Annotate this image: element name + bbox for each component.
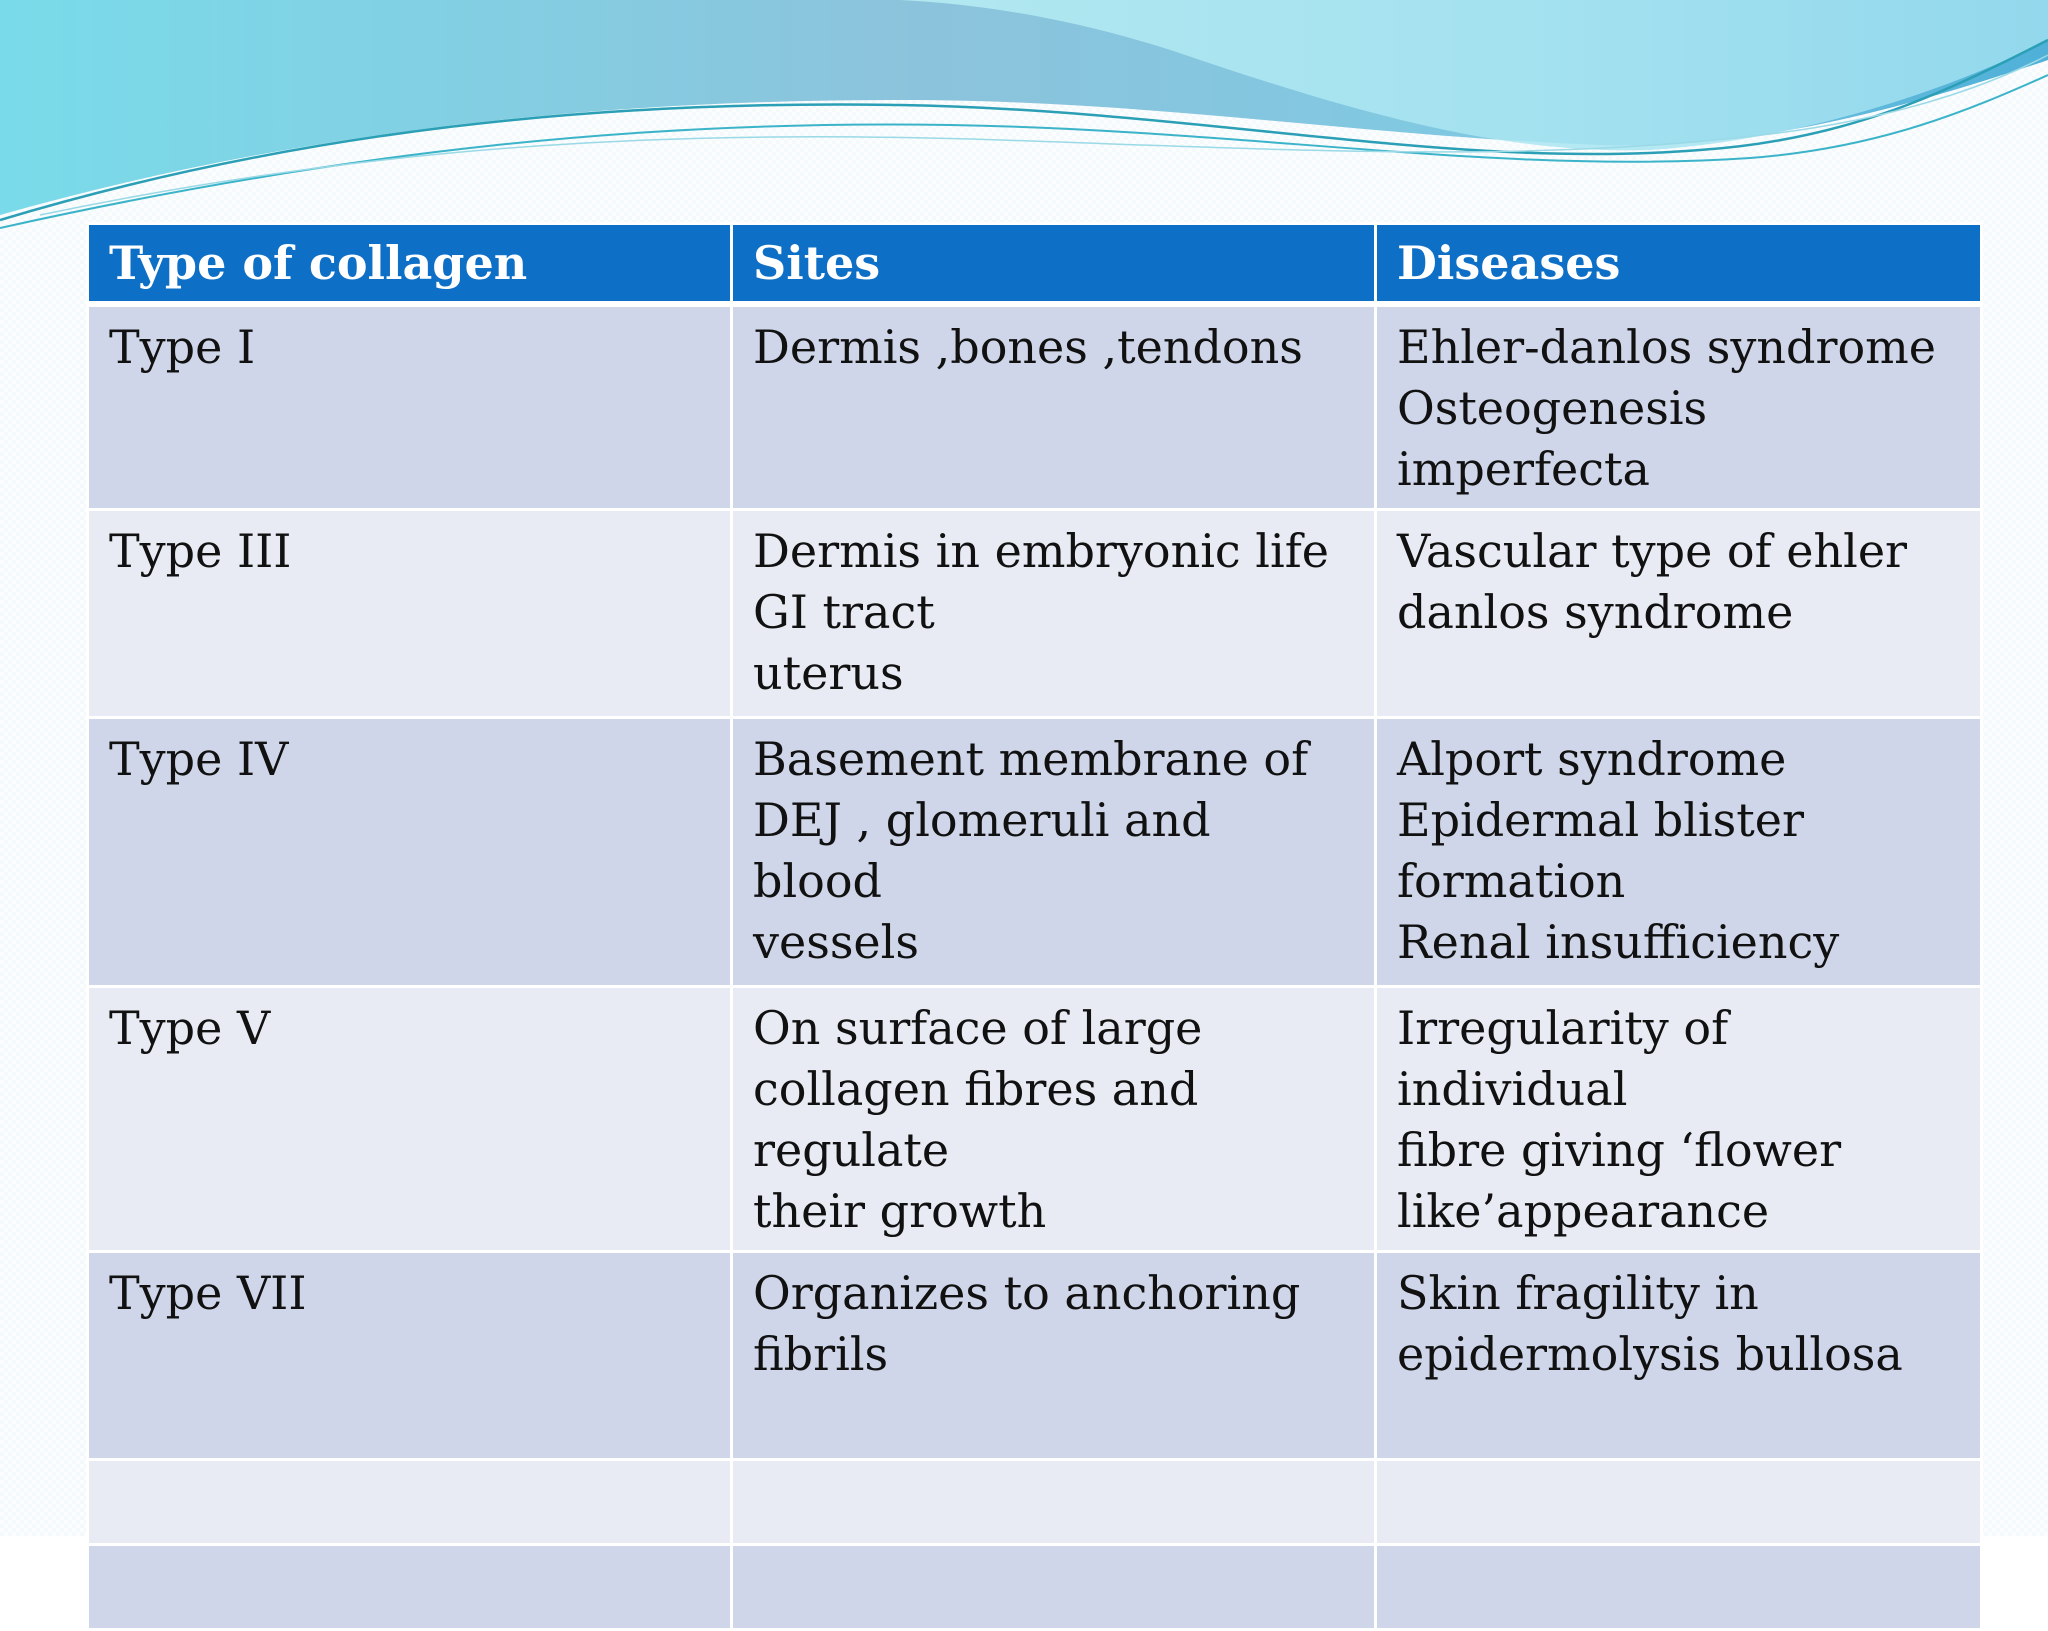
cell-diseases: Ehler-danlos syndrome Osteogenesis imperfecta: [1376, 304, 1982, 510]
cell-type: Type V: [88, 987, 732, 1252]
table-row: [88, 718, 1982, 987]
header-diseases: Diseases: [1376, 224, 1982, 305]
collagen-table: [86, 222, 1983, 1631]
cell-sites: Dermis in embryonic life GI tract uterus: [732, 510, 1376, 718]
table-row-empty: [88, 1545, 1982, 1630]
cell-type: Type VII: [88, 1252, 732, 1460]
cell-empty: [732, 1460, 1376, 1545]
cell-diseases: Vascular type of ehler danlos syndrome: [1376, 510, 1982, 718]
table-row: [88, 1252, 1982, 1460]
table-row: [88, 987, 1982, 1252]
cell-empty: [1376, 1460, 1982, 1545]
cell-sites: Basement membrane of DEJ , glomeruli and blood vessels: [732, 718, 1376, 987]
header-type-of-collagen: Type of collagen: [88, 224, 732, 305]
cell-empty: [88, 1460, 732, 1545]
cell-sites: Organizes to anchoring fibrils: [732, 1252, 1376, 1460]
cell-diseases: Skin fragility in epidermolysis bullosa: [1376, 1252, 1982, 1460]
table-row: [88, 304, 1982, 510]
cell-empty: [1376, 1545, 1982, 1630]
table-row: [88, 510, 1982, 718]
cell-empty: [88, 1545, 732, 1630]
cell-type: Type I: [88, 304, 732, 510]
cell-sites: On surface of large collagen fibres and regulate their growth: [732, 987, 1376, 1252]
cell-type: Type IV: [88, 718, 732, 987]
table-row-empty: [88, 1460, 1982, 1545]
decorative-wave-banner: [0, 0, 2048, 240]
cell-empty: [732, 1545, 1376, 1630]
table-header-row: [88, 224, 1982, 305]
cell-diseases: Alport syndrome Epidermal blister formation Renal insufficiency: [1376, 718, 1982, 987]
cell-sites: Dermis ,bones ,tendons: [732, 304, 1376, 510]
cell-type: Type III: [88, 510, 732, 718]
cell-diseases: Irregularity of individual fibre giving ‘flower like’appearance: [1376, 987, 1982, 1252]
header-sites: Sites: [732, 224, 1376, 305]
